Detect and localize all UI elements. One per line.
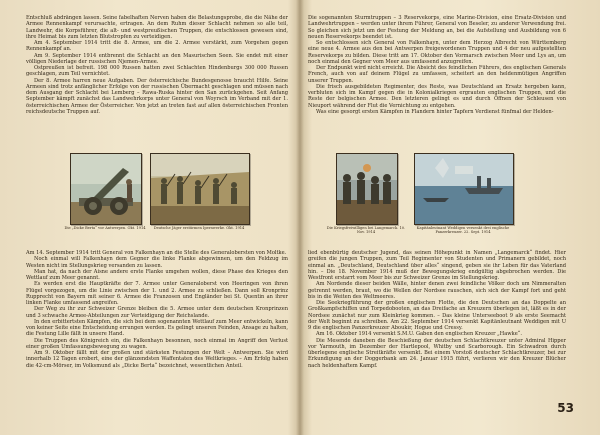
paragraph: Die Seekriegführung der großen englischen Flotte, die den Deutschen an das Doppelte an Großkampfschiffen und Torpedobooten, an das Dreifache an Kreuzern überlegen ist, läßt es in der Nordsee zunächst nur zum Kleinkrieg kommen. – Das kleine Unterseeboot 9 als erste Seemacht der Welt beginnt zu schreiben. Am 22. September 1914 versenkt Kapitänleutnant Weddigen mit U 9 die englischen Panzerkreuzer Aboukir, Hogue und Cressy. (308, 300, 566, 331)
caption-langemarck: Die Kriegsfreiwilligen bei Langemarck. 10. Nov. 1914 (326, 226, 406, 235)
naval-picture (415, 154, 513, 224)
paragraph: Der Endpunkt wird nicht erreicht. Die Absicht des feindlichen Führers, des englischen Generals French, auch von auf deinem Flügel zu umfassen, scheitert an den heldenmütigen Angriffen unserer Truppen. (308, 65, 566, 84)
right-bottom-text (308, 250, 566, 369)
illustration-langemarck (336, 153, 398, 225)
paragraph: Der 8. Armee harren neue Aufgaben. Der österreichische Bundesgenosse braucht Hilfe. Seine Armeen sind trotz anfänglicher Erfolge von der russischen Übermacht geschlagen und müssen nach dem Ausgang der Schlacht bei Lemberg – Rawa-Ruska hinter den San zurückgehen. Seit Anfang September kämpft zunächst das Landwehrkorps unter General von Woyrsch im Verband mit der 1. österreichischen Armee der Österreicher. Von jetzt an treten fast auf allen österreichischen Fronten reichsdeutsche Truppen auf. (26, 77, 288, 115)
soldiers-picture (151, 154, 249, 224)
paragraph: Am 16. Oktober 1914 versenkt S.M.U. Gaben den englischen Kreuzer „Hawke“. (316, 331, 522, 338)
caption-dicke-berta: Die „Dicke Berta“ vor Antwerpen. Okt. 1914 (64, 226, 146, 230)
left-top-text (26, 15, 288, 115)
paragraph: Der Weg zu ihr zur Schweizer Grenze bleiben die 5. Armee unter dem deutschen Kronprinzen und 3 schwache Armee-Abteilungen zur Verteidigung der Reichslande. (26, 306, 288, 319)
paragraph: Die sogenannten Sturmtruppen – 3 Reservekorps, eine Marine-Division, eine Ersatz-Division und Landwehrtruppen – werden unter ihrem Führer, General von Beseler, zu anderer Verwendung frei. So gleichen sich jetzt um der Festung der Meldung an, bei die Aufstellung und Ausbildung von 6 neuen Reservekorps beendet ist. (308, 15, 566, 40)
right-top-text (308, 15, 566, 115)
paragraph: Die frisch ausgebildeten Regimenter, des Reste, was Deutschland an Ersatz hergeben kann, verbluten sich im Kampf gegen die in Kolonialkriegen ergrauten englischen Truppen, und die Reste der belgischen Armee. Den letzteren gelingt es und durch Öffnen der Schleusen von Nieuport während der Flut die Vernichtung zu entgehen. (308, 83, 566, 109)
paragraph: Noch einmal will Falkenhayn dem Gegner die linke Flanke abgewinnen, um den Feldzug im Westen nicht im Stellungskrieg versanden zu lassen. (26, 256, 288, 269)
illustration-weddigen (414, 153, 514, 225)
paragraph: Am 4. September 1914 tritt die 8. Armee, um die 2. Armee verstärkt, zum Vorgehen gegen Rennenkampf an. (26, 40, 288, 53)
illustration-jaeger (150, 153, 250, 225)
paragraph: Ostpreußen ist befreit. 198 000 Russen hatten zwei Schlachten Hindenburgs 300 000 Russen geschlagen, zum Teil vernichtet. (26, 65, 288, 78)
paragraph: Am 9. September 1914 entbrennt die Schlacht an den Masurischen Seen. Sie endet mit einer völligen Niederlage der russischen Njemen-Armee. (26, 52, 288, 65)
illustration-dicke-berta (70, 153, 142, 225)
paragraph: Am 14. September 1914 tritt General von Falkenhayn an die Stelle des Generalobersten von Moltke. (26, 250, 287, 256)
paragraph: Es werden erst die Hauptkräfte der 7. Armee unter Generaloberst von Heeringen von ihren Flügel vorgezogen, um die Linie zwischen der 1. und 2. Armee zu schließen. Dann soll Kronprinz Rupprecht von Bayern mit seiner 6. Armee die Franzosen und Engländer bei St. Quentin an ihrer linken Flanke umfassend angreifen. (26, 281, 288, 306)
left-bottom-text (26, 250, 288, 369)
howitzer-picture (71, 154, 141, 224)
paragraph: Entschluß abdrängen lassen. Seine fabelhaften Nerven haben die Belastungsprobe, die die Nähe der Armee Rennenkampf verursachte, ertragen. An dem Ruhm dieser Schlacht nehmen so alle teil, Landwehr, die Korpsführer, die alt- und westpreußischen Truppen, die entschlossen gewesen sind, ihre Heimat bis zum letzten Blutstropfen zu verteidigen. (26, 15, 288, 40)
caption-weddigen: Kapitänleutnant Weddigen versenkt drei englische Panzerkreuzer. 22. Sept. 1914 (416, 226, 510, 235)
paragraph: Die Mesende daneben die Beschießung der deutschen Schlachtkreuzer unter Admiral Hipper vor Yarmouth, im Dezember der Hartlepool, Whitby und Scarborough. Ein Schwadron durch überlegene englische Streitkräfte versenkt. Bei einem Vorstoß deutscher Schlachtkreuzer, bei zur Erkundigung an der Doggerbank am 24. Januar 1915 führt, verlieren wir den Kreuzer Blücher nach heldenhaftem Kampf. (308, 337, 566, 369)
paragraph: Was eine gesorgt ersten Kämpfen in Flandern hinter Tapfern Verdienst fünfmal der Helden- (316, 108, 554, 115)
paragraph: So entschlossen sich General von Falkenhayn, unter dem Herzog Albrecht von Württemberg eine neue 4. Armee aus den bei Antwerpen freigewordenen Truppen und 4 der neu aufgestellten Reservekorps zu bilden. Diese tritt am 17. Oktober den Vormarsch zwischen Meer und Lys an, um noch einmal den Gegner vom Meer aus umfassend anzugreifen. (308, 40, 566, 65)
paragraph: Am Nordende dieser beiden Wälle, hinter denen zwei feindliche Völker doch um Nimmeralten getrennt werden, braut, wo die Wellen der Nordsee rauschen, sich sich der Kampf fort und geht bis in die Weiten des Weltmeeres. (308, 281, 566, 300)
paragraph: Man hat, da nach der Aisne andere erste Flanke umgehen wollen, diese Phase des Krieges den Wettlauf zum Meer genannt. (26, 268, 288, 281)
paragraph: lied ebenbürtig deutscher Jugend, das seinen Höhepunkt in Namen „Langemarck“ findet. Hier greifen die jungen Truppen, zum Teil Regimenter von Studenten und Primanern gebildet, noch einmal an. „Deutschland, Deutschland über alles“ singend, geben sie ihr Leben für das Vaterland hin. – Die 18. November 1914 muß der Bewegungskrieg endgültig abgebrochen werden. Die Westfront erstarrt vom Meer bis zur Schweizer Grenze im Stellungskrieg. (308, 250, 566, 281)
book-gutter (296, 0, 304, 435)
page-number: 53 (557, 401, 574, 415)
paragraph: In den erbittertsten Kämpfen, die sich bei dem sogenannten Wettlauf zum Meer entwickeln, kann von keiner Seite eine Entscheidung errungen werden. Es gelingt unseren Feinden, Ansage zu halten, die Festung Lille fällt in unsere Hand. (26, 318, 288, 338)
volunteers-picture (337, 154, 397, 224)
caption-jaeger: Deutsche Jäger erstürmen Ipernwerke. Okt. 1914 (153, 226, 245, 230)
paragraph: Am 9. Oktober fällt mit der großen und stärksten Festungen der Welt – Antwerpen. Sie wird innerhalb 12 Tagen erobert, eine der glänzendsten Waffentaten des Weltkrieges. – Am Erfolg haben die 42-cm-Mörser, im Volksmund als „Dicke Berta“ bezeichnet, wesentlichen Anteil. (26, 350, 288, 369)
paragraph: Die Truppen des Königreich ein, die Falkenhayn besonnen, noch einmal im Angriff den Verlust einer großen Umfassungsbewegung zu wagen. (26, 337, 288, 350)
